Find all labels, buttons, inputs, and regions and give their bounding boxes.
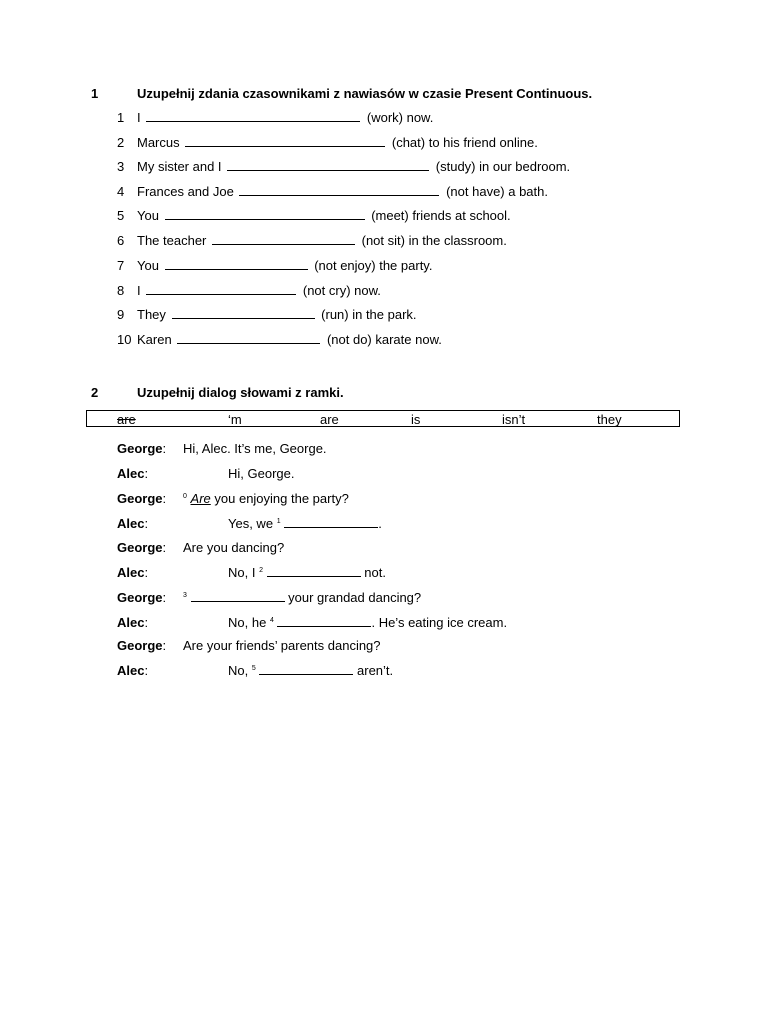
item-number: 8 <box>117 283 125 298</box>
answer-blank[interactable] <box>277 616 371 627</box>
item-number: 7 <box>117 258 125 273</box>
answer-blank[interactable] <box>185 136 385 147</box>
gap-number: 3 <box>183 592 187 599</box>
dialog-line <box>228 516 382 531</box>
dialog-text: No, <box>228 663 249 678</box>
dialog-text: not. <box>364 565 386 580</box>
item-hint: (work) now. <box>366 110 434 125</box>
exercise-item <box>117 159 570 174</box>
speaker-label: George: <box>117 590 167 605</box>
answer-blank[interactable] <box>177 333 320 344</box>
exercise-item <box>117 135 538 150</box>
gap-number: 2 <box>259 567 263 574</box>
item-subject: My sister and I <box>137 159 222 174</box>
exercise-item <box>117 307 417 322</box>
speaker-label: Alec: <box>117 615 149 630</box>
item-subject: You <box>137 208 159 223</box>
item-number: 2 <box>117 135 125 150</box>
item-subject: The teacher <box>137 233 207 248</box>
dialog-text: Yes, we <box>228 516 274 531</box>
speaker-label: George: <box>117 491 167 506</box>
example-answer: Are <box>190 491 211 506</box>
dialog-text: . <box>378 516 382 531</box>
word-box-item: is <box>411 412 421 427</box>
answer-blank[interactable] <box>146 284 296 295</box>
gap-number: 0 <box>183 493 187 500</box>
item-hint: (not cry) now. <box>302 283 381 298</box>
word-box <box>86 410 680 427</box>
answer-blank[interactable] <box>146 111 360 122</box>
dialog-line <box>228 466 294 481</box>
dialog-line <box>183 441 327 456</box>
dialog-text: Are you dancing? <box>183 540 285 555</box>
item-subject: I <box>137 283 141 298</box>
item-subject: Frances and Joe <box>137 184 234 199</box>
item-hint: (chat) to his friend online. <box>391 135 538 150</box>
answer-blank[interactable] <box>191 591 285 602</box>
dialog-text: No, he <box>228 615 267 630</box>
item-hint: (meet) friends at school. <box>371 208 511 223</box>
item-subject: You <box>137 258 159 273</box>
item-subject: Marcus <box>137 135 180 150</box>
exercise-number: 1 <box>91 86 99 101</box>
item-number: 6 <box>117 233 125 248</box>
item-number: 4 <box>117 184 125 199</box>
exercise-item <box>117 332 442 347</box>
exercise-item <box>117 283 381 298</box>
item-number: 9 <box>117 307 125 322</box>
item-number: 1 <box>117 110 125 125</box>
item-hint: (not enjoy) the party. <box>314 258 433 273</box>
speaker-label: Alec: <box>117 565 149 580</box>
dialog-text: you enjoying the party? <box>214 491 349 506</box>
dialog-line <box>228 615 507 630</box>
speaker-label: Alec: <box>117 516 149 531</box>
item-hint: (run) in the park. <box>321 307 417 322</box>
speaker-label: Alec: <box>117 466 149 481</box>
answer-blank[interactable] <box>267 566 361 577</box>
dialog-text: . He’s eating ice cream. <box>371 615 508 630</box>
dialog-line <box>183 638 381 653</box>
dialog-line <box>183 590 421 605</box>
item-number: 10 <box>117 332 132 347</box>
dialog-text: your grandad dancing? <box>288 590 422 605</box>
item-hint: (study) in our bedroom. <box>435 159 571 174</box>
item-hint: (not do) karate now. <box>326 332 442 347</box>
speaker-label: George: <box>117 441 167 456</box>
item-number: 5 <box>117 208 125 223</box>
word-box-item: ‘m <box>228 412 242 427</box>
word-box-item: they <box>597 412 622 427</box>
dialog-line <box>183 540 284 555</box>
answer-blank[interactable] <box>172 308 315 319</box>
item-hint: (not sit) in the classroom. <box>361 233 507 248</box>
exercise-item <box>117 258 432 273</box>
gap-number: 1 <box>276 518 281 525</box>
answer-blank[interactable] <box>284 517 378 528</box>
item-subject: They <box>137 307 166 322</box>
word-box-item: are <box>117 412 136 427</box>
dialog-line <box>228 663 393 678</box>
item-subject: Karen <box>137 332 172 347</box>
word-box-item: are <box>320 412 339 427</box>
dialog-line <box>228 565 386 580</box>
dialog-text: Are your friends’ parents dancing? <box>183 638 381 653</box>
answer-blank[interactable] <box>165 259 308 270</box>
speaker-label: Alec: <box>117 663 149 678</box>
exercise-item <box>117 208 511 223</box>
gap-number: 4 <box>269 617 274 624</box>
dialog-text: aren’t. <box>357 663 394 678</box>
item-number: 3 <box>117 159 125 174</box>
speaker-label: George: <box>117 540 167 555</box>
exercise-number: 2 <box>91 385 99 400</box>
exercise-title: Uzupełnij dialog słowami z ramki. <box>137 385 344 400</box>
item-hint: (not have) a bath. <box>446 184 548 199</box>
answer-blank[interactable] <box>227 160 429 171</box>
answer-blank[interactable] <box>259 664 353 675</box>
answer-blank[interactable] <box>212 234 355 245</box>
gap-number: 5 <box>251 665 256 672</box>
speaker-label: George: <box>117 638 167 653</box>
dialog-line <box>183 491 349 506</box>
word-box-item: isn’t <box>502 412 526 427</box>
exercise-item <box>117 184 548 199</box>
exercise-item <box>117 110 433 125</box>
dialog-text: Hi, George. <box>228 466 295 481</box>
exercise-title: Uzupełnij zdania czasownikami z nawiasów w czasie Present Continuous. <box>137 86 593 101</box>
item-subject: I <box>137 110 141 125</box>
answer-blank[interactable] <box>239 185 439 196</box>
exercise-item <box>117 233 507 248</box>
dialog-text: Hi, Alec. It’s me, George. <box>183 441 327 456</box>
answer-blank[interactable] <box>165 209 365 220</box>
dialog-text: No, I <box>228 565 256 580</box>
